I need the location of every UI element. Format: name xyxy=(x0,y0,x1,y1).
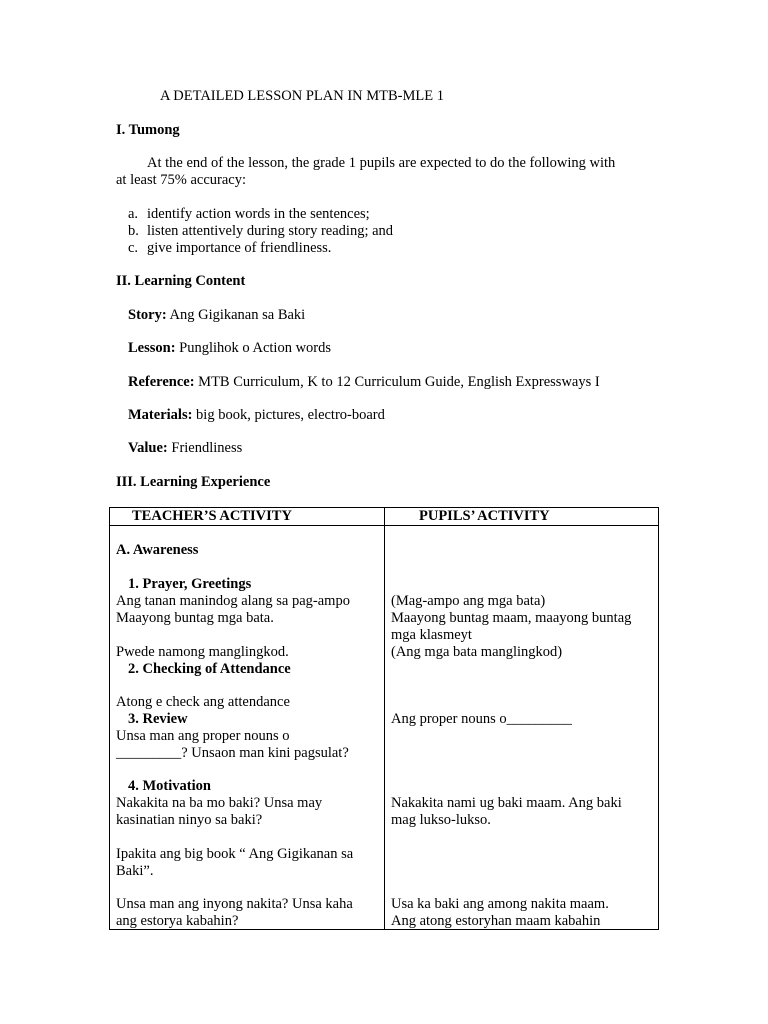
motivation-heading: 4. Motivation xyxy=(128,778,211,794)
table-row xyxy=(110,526,659,930)
attendance-heading: 2. Checking of Attendance xyxy=(128,661,291,677)
teacher-line: Maayong buntag mga bata. xyxy=(116,610,274,626)
content-label: Lesson: xyxy=(128,340,176,356)
objective-text: identify action words in the sentences; xyxy=(147,206,370,222)
objective-item xyxy=(128,206,370,223)
section-heading-tumong: I. Tumong xyxy=(116,122,180,138)
content-item-value xyxy=(128,440,242,457)
header-teacher-label: TEACHER’S ACTIVITY xyxy=(132,508,292,524)
pupil-line: Maayong buntag maam, maayong buntag xyxy=(391,610,632,626)
pupil-line: Ang proper nouns o_________ xyxy=(391,711,572,727)
pupil-line: (Ang mga bata manglingkod) xyxy=(391,644,563,660)
content-label: Materials: xyxy=(128,407,193,423)
teacher-activity-cell xyxy=(110,526,385,930)
header-pupils-label: PUPILS’ ACTIVITY xyxy=(419,508,550,524)
content-value: Friendliness xyxy=(167,440,243,456)
teacher-line: Pwede namong manglingkod. xyxy=(116,644,289,660)
pupils-activity-cell xyxy=(385,526,659,930)
teacher-line: Unsa man ang inyong nakita? Unsa kaha xyxy=(116,896,353,912)
teacher-line: Ang tanan manindog alang sa pag-ampo xyxy=(116,593,350,609)
teacher-line: Nakakita na ba mo baki? Unsa may xyxy=(116,795,323,811)
teacher-line: Atong e check ang attendance xyxy=(116,694,290,710)
objective-letter: b. xyxy=(128,223,139,239)
header-pupils-activity xyxy=(385,508,659,526)
awareness-heading: A. Awareness xyxy=(116,542,199,558)
teacher-line: Unsa man ang proper nouns o xyxy=(116,728,290,744)
content-item-reference xyxy=(128,374,600,391)
section-heading-learning-experience: III. Learning Experience xyxy=(116,474,271,490)
header-teacher-activity xyxy=(110,508,385,526)
pupil-line: Usa ka baki ang among nakita maam. xyxy=(391,896,609,912)
teacher-line: Ipakita ang big book “ Ang Gigikanan sa xyxy=(116,846,354,862)
objective-letter: c. xyxy=(128,240,139,256)
content-value: Punglihok o Action words xyxy=(175,340,332,356)
pupil-line: mag lukso-lukso. xyxy=(391,812,491,828)
objective-letter: a. xyxy=(128,206,139,222)
content-value: big book, pictures, electro-board xyxy=(192,407,385,423)
teacher-line: kasinatian ninyo sa baki? xyxy=(116,812,263,828)
content-item-materials xyxy=(128,407,385,424)
prayer-heading: 1. Prayer, Greetings xyxy=(128,576,252,592)
content-value: MTB Curriculum, K to 12 Curriculum Guide, English Expressways I xyxy=(194,374,600,390)
pupil-line: (Mag-ampo ang mga bata) xyxy=(391,593,546,609)
content-label: Value: xyxy=(128,440,168,456)
activity-table xyxy=(109,507,659,930)
review-heading: 3. Review xyxy=(128,711,188,727)
pupil-line: Ang atong estoryhan maam kabahin xyxy=(391,913,601,929)
teacher-line: _________? Unsaon man kini pagsulat? xyxy=(116,745,349,761)
section-heading-learning-content: II. Learning Content xyxy=(116,273,246,289)
content-item-lesson xyxy=(128,340,331,357)
content-item-story xyxy=(128,307,305,324)
objective-text: give importance of friendliness. xyxy=(147,240,332,256)
intro-text-line2: at least 75% accuracy: xyxy=(116,172,247,188)
objective-item xyxy=(128,223,393,240)
content-label: Story: xyxy=(128,307,167,323)
teacher-line: Baki”. xyxy=(116,863,154,879)
teacher-line: ang estorya kabahin? xyxy=(116,913,239,929)
objective-item xyxy=(128,240,331,257)
intro-text-line1: At the end of the lesson, the grade 1 pupils are expected to do the following with xyxy=(147,155,616,171)
table-header-row xyxy=(110,508,659,526)
pupil-line: Nakakita nami ug baki maam. Ang baki xyxy=(391,795,622,811)
content-value: Ang Gigikanan sa Baki xyxy=(166,307,306,323)
document-title: A DETAILED LESSON PLAN IN MTB-MLE 1 xyxy=(160,88,444,104)
content-label: Reference: xyxy=(128,374,195,390)
pupil-line: mga klasmeyt xyxy=(391,627,472,643)
objective-text: listen attentively during story reading; and xyxy=(147,223,394,239)
